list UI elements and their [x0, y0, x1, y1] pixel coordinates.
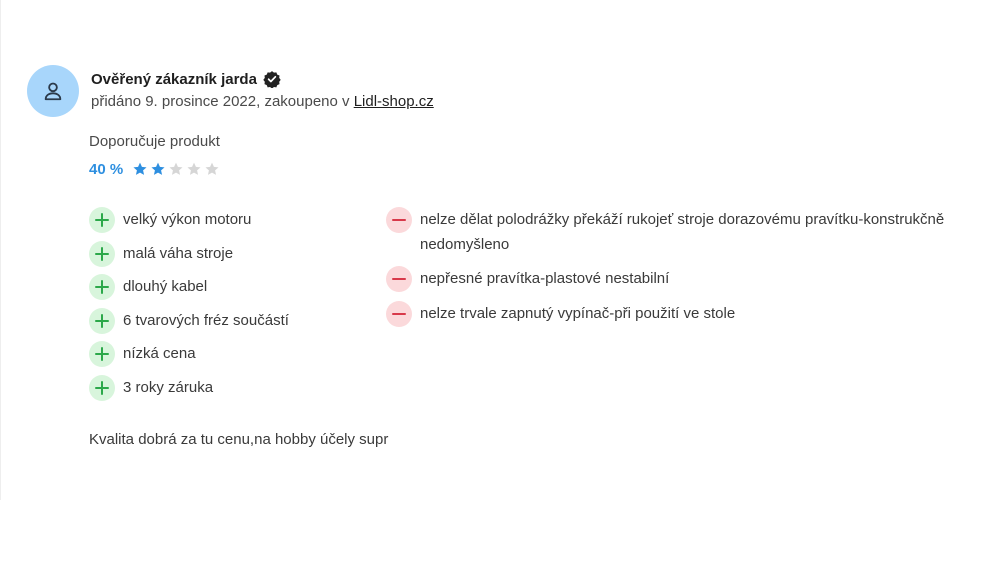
minus-icon [386, 266, 412, 292]
con-item [386, 207, 946, 257]
pro-item [89, 274, 289, 308]
review-date: přidáno 9. prosince 2022, zakoupeno v [91, 93, 354, 110]
pro-item [89, 241, 289, 275]
check-circle-icon [263, 70, 281, 88]
recommend-label: Doporučuje produkt [89, 133, 220, 150]
plus-icon [89, 274, 115, 300]
pro-text: velký výkon motoru [123, 211, 252, 228]
plus-icon [89, 241, 115, 267]
star-icon [168, 161, 184, 177]
review-header [91, 68, 434, 113]
pro-text: dlouhý kabel [123, 278, 208, 296]
con-text: nelze dělat polodrážky překáží rukojeť stroje dorazovému pravítku-konstrukčně nedomyšleno [420, 211, 945, 253]
star-icon [132, 161, 148, 177]
con-item [386, 266, 946, 292]
star-icon [186, 161, 202, 177]
author-line [91, 68, 434, 90]
pro-text: nízká cena [123, 345, 196, 363]
pro-text: 3 roky záruka [123, 378, 214, 396]
plus-icon [89, 308, 115, 334]
pro-item [89, 207, 289, 241]
cons-list [386, 207, 946, 336]
pro-text: malá váha stroje [123, 244, 234, 262]
pro-item [89, 375, 289, 409]
avatar [27, 65, 79, 117]
pro-text: 6 tvarových fréz součástí [123, 311, 289, 329]
star-icon [150, 161, 166, 177]
con-item [386, 301, 946, 327]
plus-icon [89, 375, 115, 401]
minus-icon [386, 301, 412, 327]
rating [89, 158, 220, 180]
plus-icon [89, 207, 115, 233]
minus-icon [386, 207, 412, 233]
pro-item [89, 341, 289, 375]
review-meta [91, 91, 434, 113]
review-comment: Kvalita dobrá za tu cenu,na hobby účely supr [89, 431, 389, 448]
plus-icon [89, 341, 115, 367]
author-name: Ověřený zákazník jarda [91, 70, 257, 88]
rating-percent: 40 % [89, 160, 124, 178]
pros-list [89, 207, 289, 409]
con-text: nelze trvale zapnutý vypínač-při použití ve stole [420, 305, 736, 322]
star-rating [132, 161, 220, 177]
con-text: nepřesné pravítka-plastové nestabilní [420, 270, 670, 287]
user-icon [42, 80, 64, 102]
pro-item [89, 308, 289, 342]
star-icon [204, 161, 220, 177]
shop-link[interactable]: Lidl-shop.cz [353, 93, 434, 110]
